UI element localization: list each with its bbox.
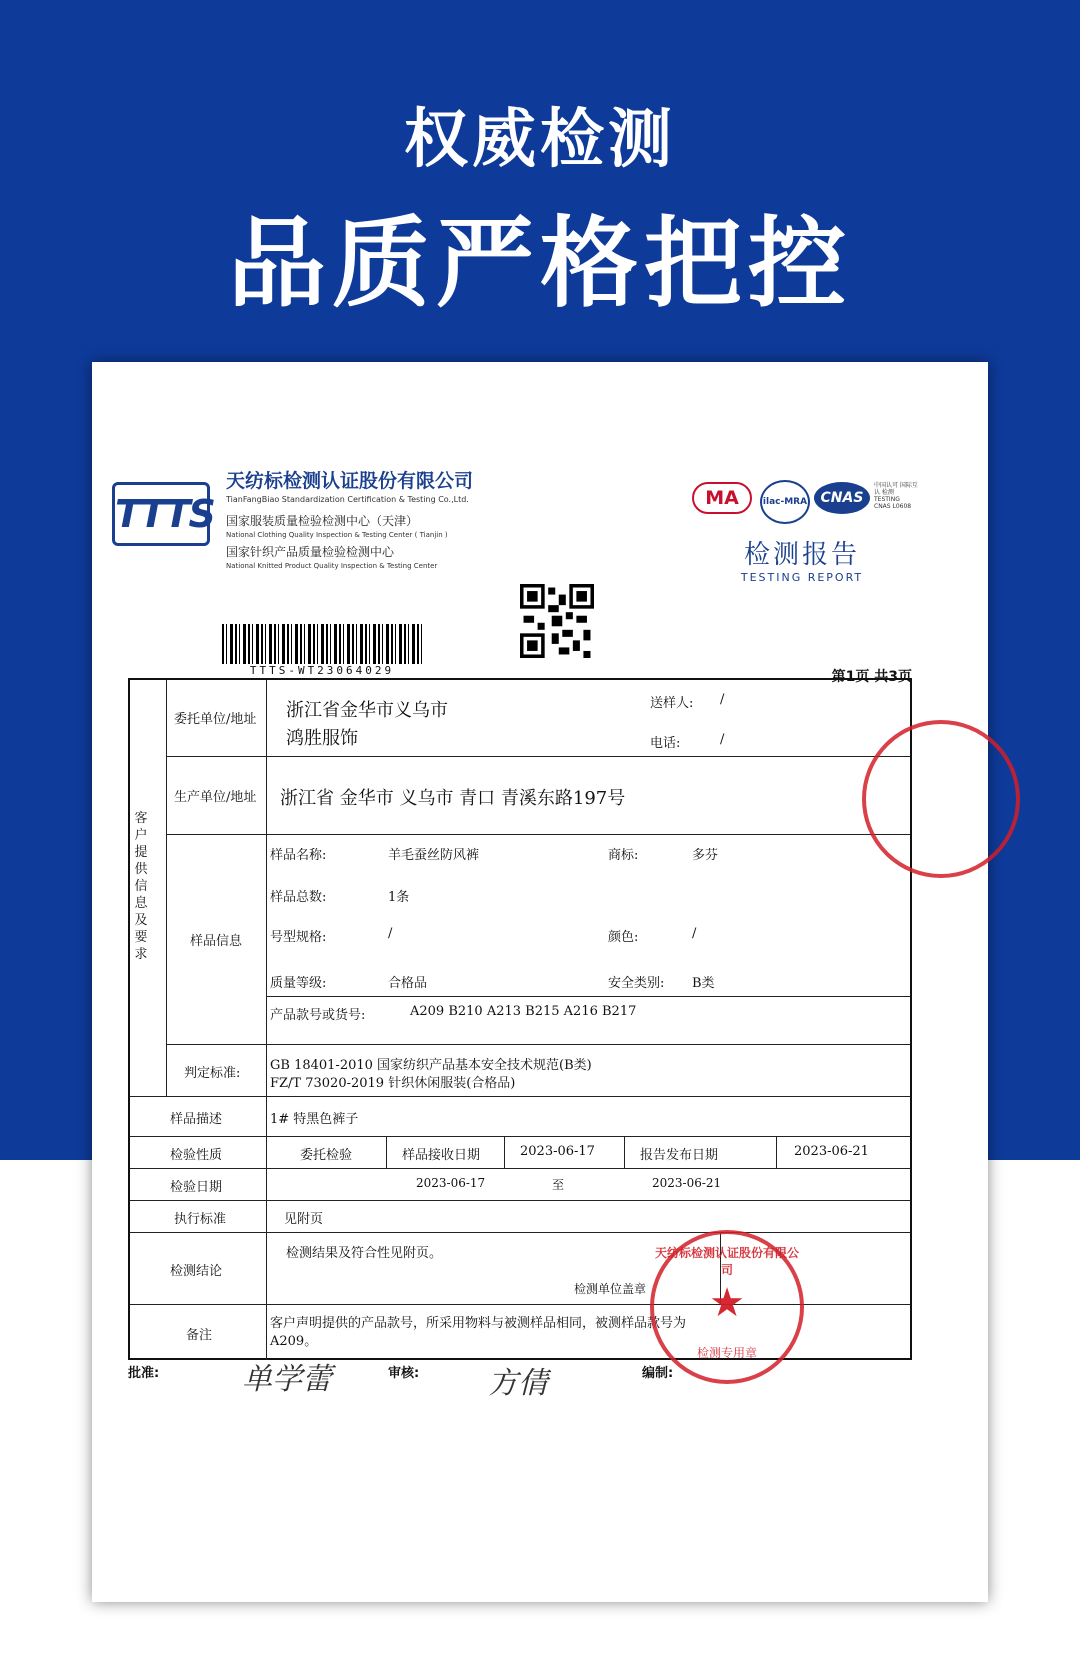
phone-value: / bbox=[720, 732, 725, 747]
conclusion-label: 检测结论 bbox=[170, 1264, 223, 1279]
organization-block bbox=[226, 466, 473, 570]
desc-value: 1# 特黑色裤子 bbox=[270, 1112, 359, 1127]
headline-quality: 品质严格把控 bbox=[227, 207, 852, 321]
entrust-value-2: 鸿胜服饰 bbox=[286, 728, 358, 749]
nature-label: 检验性质 bbox=[170, 1148, 223, 1163]
exec-label: 执行标准 bbox=[174, 1212, 227, 1227]
style-value: A209 B210 A213 B215 A216 B217 bbox=[410, 1004, 637, 1019]
desc-label: 样品描述 bbox=[170, 1112, 223, 1127]
qr-code-icon bbox=[520, 584, 594, 658]
barcode-number: TTTS-WT23064029 bbox=[249, 664, 395, 677]
seal-text: 天纺标检测认证股份有限公司 bbox=[654, 1246, 799, 1277]
center2-en: National Knitted Product Quality Inspection & Testing Center bbox=[226, 562, 438, 570]
phone-label: 电话: bbox=[650, 736, 681, 751]
approve-signature: 单学蕾 bbox=[242, 1362, 332, 1397]
ttts-logo: TTTS bbox=[112, 482, 210, 546]
report-title-en: TESTING REPORT bbox=[740, 571, 864, 584]
client-info-side-label: 客户提供信息及要求 bbox=[134, 811, 148, 962]
sample-name-value: 羊毛蚕丝防风裤 bbox=[388, 848, 480, 863]
safety-label: 安全类别: bbox=[608, 976, 665, 991]
sender-value: / bbox=[720, 692, 725, 707]
receive-label: 样品接收日期 bbox=[402, 1148, 481, 1163]
testdate-label: 检验日期 bbox=[170, 1180, 223, 1195]
testdate-to-word: 至 bbox=[552, 1178, 565, 1192]
color-value: / bbox=[692, 926, 697, 941]
standard-2: FZ/T 73020-2019 针织休闲服装(合格品) bbox=[270, 1076, 516, 1091]
producer-value: 浙江省 金华市 义乌市 青口 青溪东路197号 bbox=[280, 788, 626, 809]
nature-value: 委托检验 bbox=[300, 1148, 353, 1163]
issue-label: 报告发布日期 bbox=[640, 1148, 719, 1163]
cert-logos bbox=[692, 480, 922, 520]
conclusion-value: 检测结果及符合性见附页。 bbox=[286, 1246, 443, 1261]
cnas-icon: CNAS bbox=[814, 482, 870, 514]
safety-value: B类 bbox=[692, 976, 715, 991]
grade-label: 质量等级: bbox=[270, 976, 327, 991]
grade-value: 合格品 bbox=[388, 976, 428, 991]
approve-label: 批准: bbox=[128, 1366, 160, 1381]
receive-value: 2023-06-17 bbox=[520, 1144, 595, 1159]
review-label: 审核: bbox=[388, 1366, 420, 1381]
standard-1: GB 18401-2010 国家纺织产品基本安全技术规范(B类) bbox=[270, 1058, 592, 1073]
report-title-cn: 检测报告 bbox=[743, 540, 860, 570]
report-title bbox=[732, 534, 872, 584]
center1-en: National Clothing Quality Inspection & Testing Center ( Tianjin ) bbox=[226, 531, 448, 539]
size-label: 号型规格: bbox=[270, 930, 327, 945]
cma-icon: MA bbox=[692, 482, 752, 514]
cnas-note: 中国认可 国际互认 检测 TESTING CNAS L0608 bbox=[874, 482, 918, 510]
size-value: / bbox=[388, 926, 393, 941]
color-label: 颜色: bbox=[608, 930, 639, 945]
seal-star-icon: ★ bbox=[709, 1280, 745, 1326]
org-name-en: TianFangBiao Standardization Certification & Testing Co.,Ltd. bbox=[226, 495, 469, 504]
entrust-label: 委托单位/地址 bbox=[174, 712, 257, 727]
seal-note: 检测单位盖章 bbox=[574, 1282, 647, 1296]
total-value: 1条 bbox=[388, 890, 410, 905]
style-label: 产品款号或货号: bbox=[270, 1008, 366, 1023]
testdate-from: 2023-06-17 bbox=[416, 1176, 486, 1190]
barcode bbox=[222, 624, 422, 664]
brand-label: 商标: bbox=[608, 848, 639, 863]
issue-value: 2023-06-21 bbox=[794, 1144, 869, 1159]
side-stamp bbox=[862, 720, 1020, 878]
total-label: 样品总数: bbox=[270, 890, 327, 905]
page-count: 第1页 共3页 bbox=[831, 669, 912, 685]
entrust-value-1: 浙江省金华市义乌市 bbox=[286, 700, 448, 721]
standard-label: 判定标准: bbox=[184, 1066, 241, 1081]
exec-value: 见附页 bbox=[284, 1212, 324, 1227]
sender-label: 送样人: bbox=[650, 696, 694, 711]
brand-value: 多芬 bbox=[692, 848, 719, 863]
ilac-mra-icon: ilac-MRA bbox=[760, 480, 810, 524]
test-report-document bbox=[92, 362, 988, 1602]
headline-authority: 权威检测 bbox=[404, 103, 676, 177]
remark-label: 备注 bbox=[186, 1328, 213, 1343]
center1-cn: 国家服装质量检验检测中心（天津） bbox=[226, 514, 419, 528]
testdate-to: 2023-06-21 bbox=[652, 1176, 722, 1190]
sample-info-label: 样品信息 bbox=[190, 934, 243, 949]
remark-value-2: A209。 bbox=[270, 1334, 318, 1349]
sample-name-label: 样品名称: bbox=[270, 848, 327, 863]
remark-value-1: 客户声明提供的产品款号，所采用物料与被测样品相同，被测样品款号为 bbox=[270, 1316, 687, 1331]
producer-label: 生产单位/地址 bbox=[174, 790, 257, 805]
org-name-cn: 天纺标检测认证股份有限公司 bbox=[226, 470, 474, 492]
seal-sub-text: 检测专用章 bbox=[696, 1346, 757, 1360]
compile-label: 编制: bbox=[642, 1366, 674, 1381]
company-seal-stamp bbox=[650, 1230, 804, 1384]
center2-cn: 国家针织产品质量检验检测中心 bbox=[226, 545, 395, 559]
review-signature: 方倩 bbox=[488, 1366, 548, 1401]
